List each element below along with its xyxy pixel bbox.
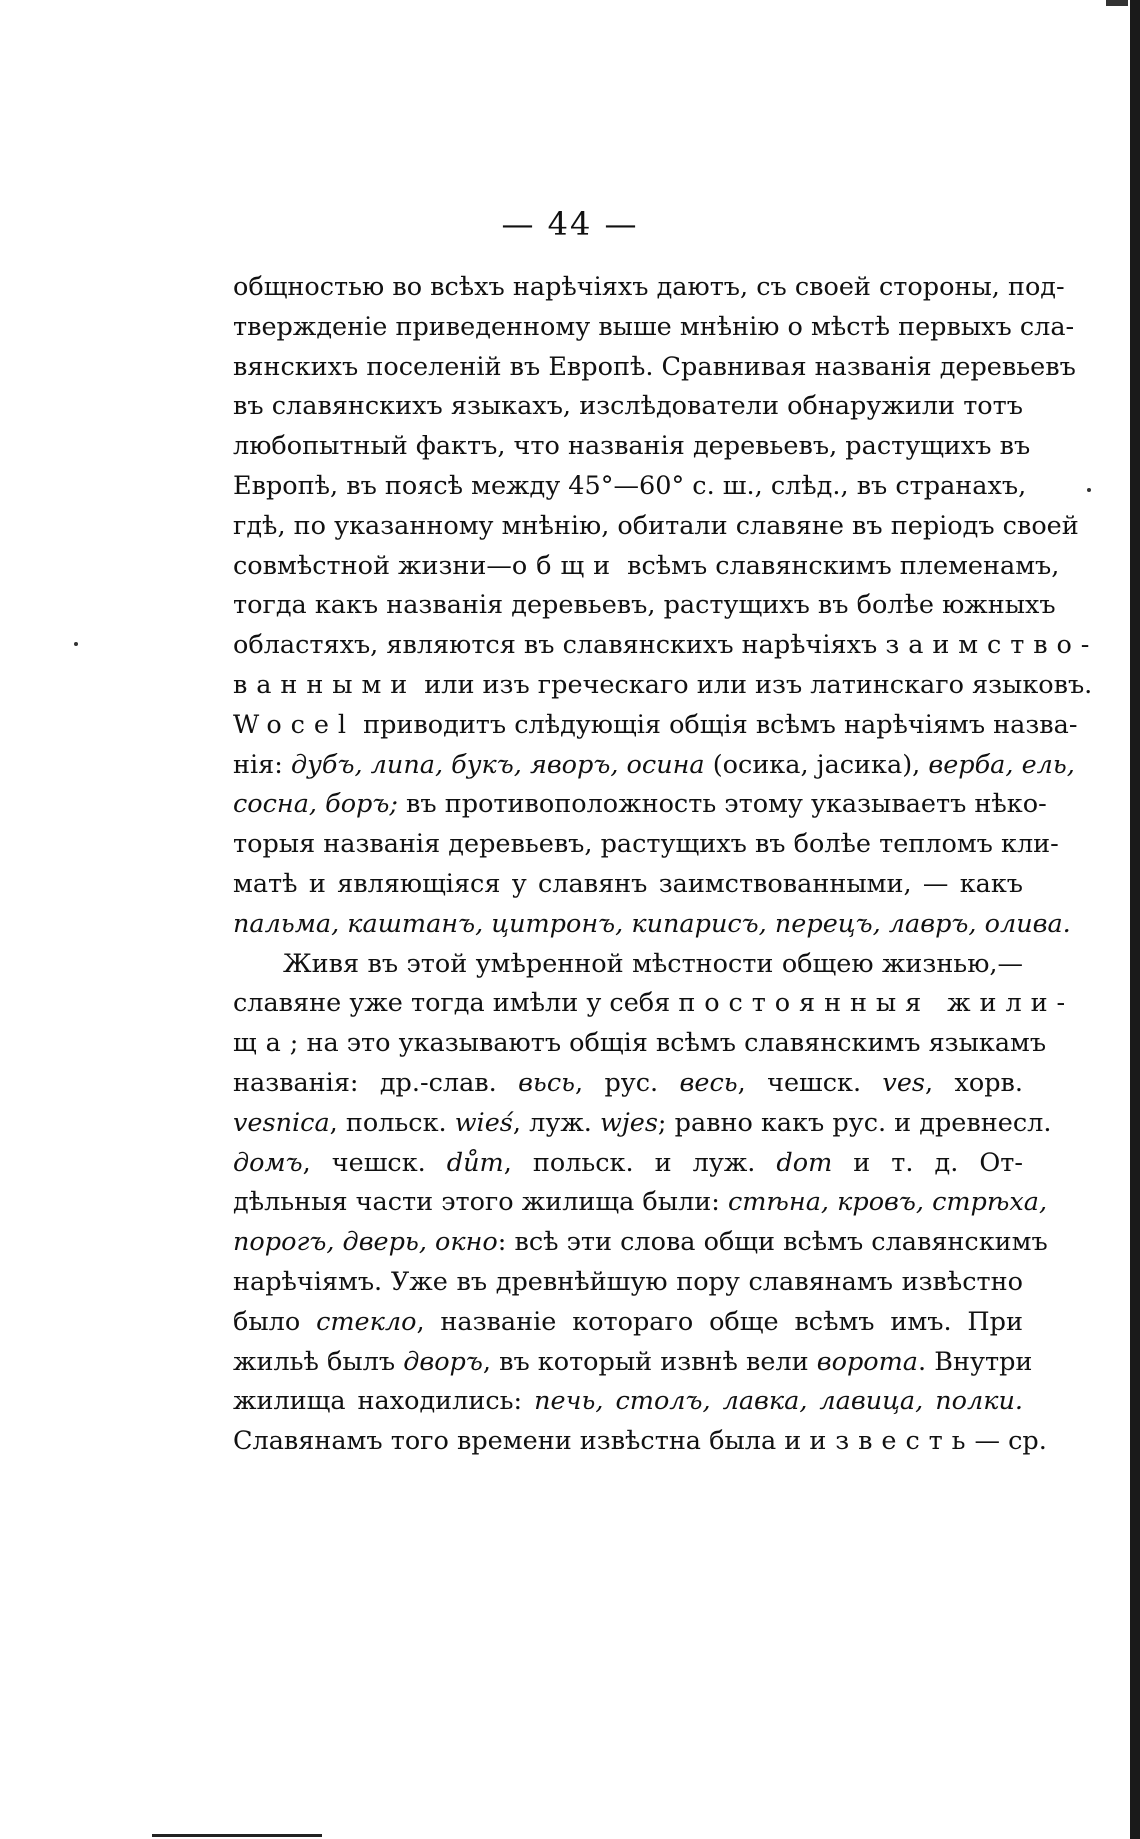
italic-term: дворъ bbox=[403, 1346, 483, 1377]
spaced-emphasis: ванными bbox=[233, 669, 417, 700]
text-line bbox=[233, 1064, 1023, 1104]
spaced-emphasis: общи bbox=[511, 550, 620, 581]
text-run: тогда какъ названія деревьевъ, растущихъ въ болѣе южныхъ bbox=[233, 590, 1056, 621]
text-line bbox=[233, 427, 1031, 467]
italic-term: сосна, боръ; bbox=[233, 789, 398, 820]
text-run: нія: bbox=[233, 749, 291, 780]
text-run: дѣльныя части этого жилища были: bbox=[233, 1187, 728, 1218]
spaced-emphasis: Wocel bbox=[233, 709, 355, 740]
text-line bbox=[233, 825, 1059, 865]
text-run: (осика, јасика), bbox=[704, 749, 929, 780]
body-text bbox=[233, 268, 1099, 1462]
text-line bbox=[233, 1382, 1023, 1422]
text-line bbox=[233, 348, 1076, 388]
text-run: матѣ и являющіяся у славянъ заимствованными, — какъ bbox=[233, 868, 1023, 899]
text-run: , рус. bbox=[574, 1067, 680, 1098]
italic-term: вьсь bbox=[518, 1067, 575, 1098]
text-line bbox=[233, 1263, 1023, 1303]
text-run: въ противоположность этому указываетъ нѣко- bbox=[397, 789, 1047, 820]
text-line bbox=[233, 865, 1023, 905]
spaced-emphasis: постоянныя жили- bbox=[678, 988, 1075, 1019]
text-run: совмѣстной жизни— bbox=[233, 550, 512, 581]
text-run: , хорв. bbox=[925, 1067, 1023, 1098]
text-run: названія: др.-слав. bbox=[233, 1067, 519, 1098]
italic-term: dům bbox=[446, 1147, 504, 1178]
text-line bbox=[233, 507, 1079, 547]
text-line bbox=[233, 746, 1075, 786]
italic-term: порогъ, дверь, окно bbox=[233, 1227, 498, 1258]
text-line bbox=[233, 387, 1023, 427]
italic-term: стѣна, кровъ, стрѣха, bbox=[727, 1187, 1048, 1218]
text-line bbox=[233, 1183, 1048, 1223]
text-run: въ славянскихъ языкахъ, изслѣдователи обнаружили тотъ bbox=[233, 391, 1023, 422]
text-line bbox=[233, 268, 1065, 308]
italic-term: ves bbox=[882, 1067, 926, 1098]
text-line bbox=[233, 308, 1075, 348]
italic-term: домъ bbox=[233, 1147, 303, 1178]
text-run: и т. д. От- bbox=[832, 1147, 1023, 1178]
text-run: славяне уже тогда имѣли у себя bbox=[233, 988, 679, 1019]
text-run: ; на это указываютъ общія всѣмъ славянскимъ языкамъ bbox=[289, 1028, 1047, 1059]
text-run: всѣмъ славянскимъ племенамъ, bbox=[619, 550, 1060, 581]
italic-term: стекло bbox=[316, 1306, 417, 1337]
text-run: торыя названія деревьевъ, растущихъ въ болѣе тепломъ кли- bbox=[233, 829, 1059, 860]
text-run: Европѣ, въ поясѣ между 45°—60° с. ш., слѣд., въ странахъ, bbox=[233, 470, 1027, 501]
text-line bbox=[233, 1303, 1023, 1343]
scan-speck bbox=[74, 642, 78, 646]
spaced-emphasis: ща bbox=[233, 1028, 290, 1059]
italic-term: wjes bbox=[600, 1107, 658, 1138]
text-line bbox=[233, 586, 1056, 626]
text-run: областяхъ, являются въ славянскихъ нарѣчіяхъ bbox=[233, 630, 886, 661]
text-run: , чешск. bbox=[737, 1067, 883, 1098]
text-line bbox=[233, 1343, 1033, 1383]
italic-term: wieś bbox=[454, 1107, 513, 1138]
scan-edge-bar bbox=[1130, 0, 1140, 1839]
bottom-rule bbox=[152, 1834, 322, 1837]
text-run: было bbox=[233, 1306, 317, 1337]
text-run: приводитъ слѣдующія общія всѣмъ нарѣчіямъ назва- bbox=[354, 709, 1078, 740]
text-run: общностью во всѣхъ нарѣчіяхъ даютъ, съ своей стороны, под- bbox=[233, 272, 1065, 302]
text-run: . Внутри bbox=[918, 1346, 1033, 1377]
text-run: , польск. и луж. bbox=[503, 1147, 777, 1178]
text-run: гдѣ, по указанному мнѣнію, обитали славяне въ періодъ своей bbox=[233, 510, 1079, 541]
italic-term: верба, ель, bbox=[928, 749, 1075, 780]
text-line bbox=[233, 706, 1078, 746]
italic-term: dom bbox=[776, 1147, 833, 1178]
scan-edge-mark bbox=[1106, 0, 1128, 6]
scan-speck bbox=[1087, 488, 1091, 492]
text-run: ; равно какъ рус. и древнесл. bbox=[657, 1107, 1052, 1138]
text-run: вянскихъ поселеній въ Европѣ. Сравнивая названія деревьевъ bbox=[233, 351, 1076, 382]
text-line bbox=[233, 666, 1093, 706]
italic-term: ворота bbox=[816, 1346, 919, 1377]
text-run: , польск. bbox=[329, 1107, 455, 1138]
italic-term: печь, столъ, лавка, лавица, полки. bbox=[534, 1386, 1023, 1417]
italic-term: vesnica bbox=[233, 1107, 330, 1138]
text-run: жилища находились: bbox=[233, 1386, 535, 1417]
text-run: или изъ греческаго или изъ латинскаго языковъ. bbox=[416, 669, 1093, 700]
text-line bbox=[233, 467, 1027, 507]
text-run: любопытный фактъ, что названія деревьевъ, растущихъ въ bbox=[233, 431, 1031, 462]
text-run: — ср. bbox=[974, 1426, 1047, 1457]
page-number: — 44 — bbox=[501, 205, 639, 243]
text-line bbox=[233, 785, 1047, 825]
text-line bbox=[233, 626, 1099, 666]
text-line bbox=[233, 1024, 1047, 1064]
text-run: нарѣчіямъ. Уже въ древнѣйшую пору славянамъ извѣстно bbox=[233, 1266, 1023, 1297]
italic-term: весь bbox=[679, 1067, 738, 1098]
text-run: жильѣ былъ bbox=[233, 1346, 404, 1377]
text-line bbox=[233, 1422, 1047, 1462]
text-run: , чешск. bbox=[302, 1147, 447, 1178]
text-line bbox=[233, 1223, 1048, 1263]
text-run: Славянамъ того времени извѣстна была и bbox=[233, 1426, 810, 1457]
text-line bbox=[233, 945, 1023, 985]
text-line bbox=[233, 547, 1060, 587]
text-line bbox=[233, 984, 1075, 1024]
spaced-emphasis: заимство- bbox=[885, 630, 1099, 661]
text-run: , въ который извнѣ вели bbox=[482, 1346, 817, 1377]
text-line bbox=[233, 1104, 1052, 1144]
text-run: твержденіе приведенному выше мнѣнію о мѣстѣ первыхъ сла- bbox=[233, 311, 1075, 342]
text-line bbox=[233, 905, 1071, 945]
text-run: : всѣ эти слова общи всѣмъ славянскимъ bbox=[497, 1227, 1048, 1258]
italic-term: пальма, каштанъ, цитронъ, кипарисъ, перецъ, лавръ, олива. bbox=[233, 908, 1071, 939]
paragraph bbox=[233, 268, 1099, 945]
spaced-emphasis: известь bbox=[809, 1426, 975, 1457]
paragraph bbox=[233, 945, 1075, 1462]
text-run: Живя въ этой умѣренной мѣстности общею жизнью,— bbox=[283, 948, 1023, 979]
italic-term: дубъ, липа, букъ, яворъ, осина bbox=[290, 749, 705, 780]
text-run: , луж. bbox=[512, 1107, 600, 1138]
text-line bbox=[233, 1144, 1023, 1184]
text-run: , названіе котораго обще всѣмъ имъ. При bbox=[416, 1306, 1023, 1337]
